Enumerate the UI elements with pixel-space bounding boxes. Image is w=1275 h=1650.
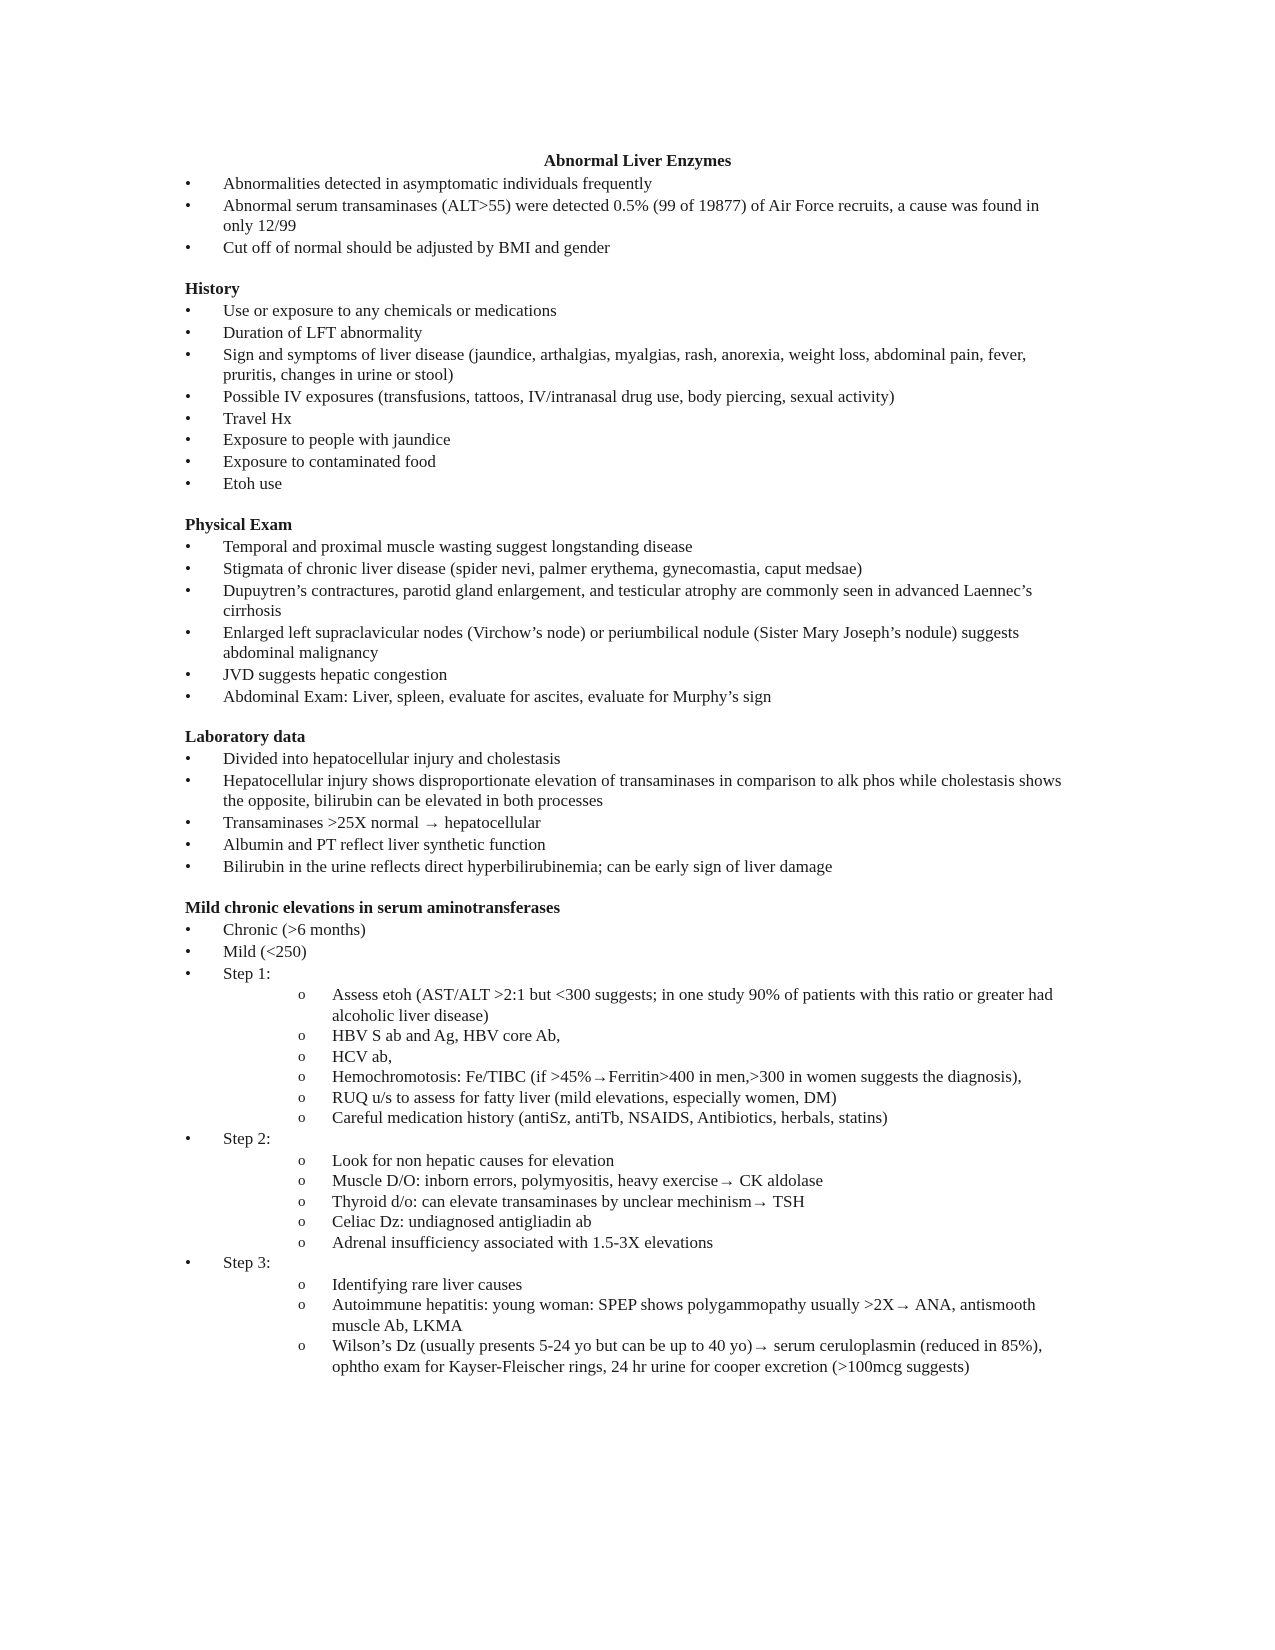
step-3-sublist-wrap [0, 1275, 1065, 1378]
circle-bullet-icon: o [298, 1110, 306, 1127]
sub-list-item [185, 1151, 1065, 1172]
bullet-icon: • [185, 963, 191, 983]
bullet-icon: • [185, 430, 191, 450]
bullet-icon: • [185, 834, 191, 854]
list-item [185, 942, 1065, 963]
list-item [185, 387, 1065, 408]
sub-list-item-text: HCV ab, [332, 1046, 393, 1066]
step-3-sublist [185, 1275, 1065, 1378]
list-item [185, 430, 1065, 451]
list-item-text: Abnormal serum transaminases (ALT>55) were detected 0.5% (99 of 19877) of Air Force recruits, a cause was found in only 12/99 [223, 195, 1040, 236]
sub-list-item-text: Careful medication history (antiSz, antiTb, NSAIDS, Antibiotics, herbals, statins) [332, 1108, 888, 1128]
list-item-text: Travel Hx [223, 408, 292, 428]
sub-list-item-text: Celiac Dz: undiagnosed antigliadin ab [332, 1212, 592, 1232]
list-item-text: Bilirubin in the urine reflects direct hyperbilirubinemia; can be early sign of liver damage [223, 856, 833, 876]
sub-list-item [185, 1233, 1065, 1254]
list-item-text: Albumin and PT reflect liver synthetic function [223, 834, 546, 854]
circle-bullet-icon: o [298, 987, 306, 1004]
circle-bullet-icon: o [298, 1152, 306, 1169]
list-item-text: Dupuytren’s contractures, parotid gland enlargement, and testicular atrophy are commonly seen in advanced Laennec’s cirrhosis [223, 580, 1033, 621]
lab-data-list [185, 749, 1065, 878]
circle-bullet-icon: o [298, 1234, 306, 1251]
sub-list-item [185, 1295, 1065, 1336]
bullet-icon: • [185, 452, 191, 472]
sub-list-item [185, 1212, 1065, 1233]
list-item [185, 323, 1065, 344]
sub-list-item [185, 1275, 1065, 1296]
list-item-text: Chronic (>6 months) [223, 920, 366, 939]
sub-list-item-text: Adrenal insufficiency associated with 1.5-3X elevations [332, 1232, 714, 1252]
list-item [185, 835, 1065, 856]
sub-list-item [185, 1067, 1065, 1088]
list-item-text: Abnormalities detected in asymptomatic individuals frequently [223, 174, 653, 193]
step-2-sublist-wrap [0, 1151, 1065, 1254]
circle-bullet-icon: o [298, 1173, 306, 1190]
list-item [185, 771, 1065, 812]
bullet-icon: • [185, 813, 191, 833]
list-item [185, 409, 1065, 430]
circle-bullet-icon: o [298, 1338, 306, 1355]
list-item-text: Stigmata of chronic liver disease (spider nevi, palmer erythema, gynecomastia, caput medsae) [223, 558, 863, 578]
list-item [185, 813, 1065, 834]
list-item [185, 238, 1065, 259]
sub-list-item-text: Hemochromotosis: Fe/TIBC (if >45%→Ferritin>400 in men,>300 in women suggests the diagnosis), [332, 1067, 1022, 1087]
list-item-text: Use or exposure to any chemicals or medications [223, 301, 557, 320]
sub-list-item [185, 985, 1065, 1026]
step-1-sublist [185, 985, 1065, 1129]
list-item [185, 301, 1065, 322]
step-3-label: Step 3: [223, 1253, 271, 1273]
sub-list-item-text: Identifying rare liver causes [332, 1274, 523, 1294]
list-item-text: Enlarged left supraclavicular nodes (Virchow’s node) or periumbilical nodule (Sister Mary Joseph’s nodule) suggests abdominal malignancy [223, 622, 1020, 663]
bullet-icon: • [185, 941, 191, 961]
sub-list-item-text: Muscle D/O: inborn errors, polymyositis, heavy exercise→ CK aldolase [332, 1171, 824, 1191]
list-item-text: JVD suggests hepatic congestion [223, 665, 448, 685]
step-1-sublist-wrap [0, 985, 1065, 1129]
circle-bullet-icon: o [298, 1069, 306, 1086]
bullet-icon: • [185, 686, 191, 706]
sub-list-item-text: Thyroid d/o: can elevate transaminases by unclear mechinism→ TSH [332, 1191, 805, 1211]
step-1-item [185, 964, 1065, 985]
list-item [185, 687, 1065, 708]
sub-list-item-text: Assess etoh (AST/ALT >2:1 but <300 suggests; in one study 90% of patients with this ratio or greater had alcoholic liver disease) [332, 985, 1053, 1025]
bullet-icon: • [185, 665, 191, 685]
bullet-icon: • [185, 474, 191, 494]
list-item-text: Transaminases >25X normal → hepatocellular [223, 813, 541, 833]
sub-list-item [185, 1108, 1065, 1129]
list-item-text: Mild (<250) [223, 941, 307, 961]
step-3-item [185, 1253, 1065, 1274]
bullet-icon: • [185, 1128, 191, 1148]
list-item-text: Etoh use [223, 474, 283, 494]
circle-bullet-icon: o [298, 1028, 306, 1045]
list-item [185, 623, 1065, 664]
lab-data-heading: Laboratory data [185, 727, 306, 746]
circle-bullet-icon: o [298, 1048, 306, 1065]
step-2-sublist [185, 1151, 1065, 1254]
circle-bullet-icon: o [298, 1276, 306, 1293]
list-item-text: Divided into hepatocellular injury and cholestasis [223, 749, 561, 768]
bullet-icon: • [185, 322, 191, 342]
bullet-icon: • [185, 408, 191, 428]
bullet-icon: • [185, 301, 191, 320]
list-item [185, 857, 1065, 878]
bullet-icon: • [185, 1253, 191, 1273]
bullet-icon: • [185, 856, 191, 876]
step-2-item [185, 1129, 1065, 1150]
list-item [185, 665, 1065, 686]
sub-list-item-text: RUQ u/s to assess for fatty liver (mild elevations, especially women, DM) [332, 1087, 837, 1107]
bullet-icon: • [185, 580, 191, 600]
list-item-text: Cut off of normal should be adjusted by BMI and gender [223, 238, 610, 258]
circle-bullet-icon: o [298, 1089, 306, 1106]
page-title: Abnormal Liver Enzymes [543, 151, 732, 170]
mild-chronic-heading: Mild chronic elevations in serum aminotransferases [185, 898, 561, 917]
bullet-icon: • [185, 344, 191, 364]
list-item [185, 581, 1065, 622]
sub-list-item-text: Look for non hepatic causes for elevation [332, 1150, 615, 1170]
bullet-icon: • [185, 238, 191, 258]
sub-list-item [185, 1088, 1065, 1109]
intro-list [185, 174, 1065, 260]
sub-list-item [185, 1047, 1065, 1068]
list-item-text: Exposure to contaminated food [223, 452, 436, 472]
list-item-text: Exposure to people with jaundice [223, 430, 451, 450]
circle-bullet-icon: o [298, 1193, 306, 1210]
history-list [185, 301, 1065, 496]
step-2-label: Step 2: [223, 1128, 271, 1148]
list-item-text: Hepatocellular injury shows disproportionate elevation of transaminases in comparison to alk phos while cholestasis shows the opposite, bilirubin can be elevated in both processes [223, 770, 1062, 811]
sub-list-item [185, 1336, 1065, 1377]
bullet-icon: • [185, 920, 191, 939]
bullet-icon: • [185, 622, 191, 642]
bullet-icon: • [185, 537, 191, 556]
list-item [185, 452, 1065, 473]
step-1-label: Step 1: [223, 963, 271, 983]
list-item [185, 920, 1065, 941]
list-item-text: Abdominal Exam: Liver, spleen, evaluate for ascites, evaluate for Murphy’s sign [223, 686, 772, 706]
list-item [185, 559, 1065, 580]
list-item [185, 196, 1065, 237]
list-item-text: Temporal and proximal muscle wasting suggest longstanding disease [223, 537, 693, 556]
bullet-icon: • [185, 386, 191, 406]
list-item [185, 474, 1065, 495]
sub-list-item-text: HBV S ab and Ag, HBV core Ab, [332, 1026, 561, 1046]
bullet-icon: • [185, 558, 191, 578]
history-heading: History [185, 279, 240, 298]
bullet-icon: • [185, 770, 191, 790]
list-item-text: Possible IV exposures (transfusions, tattoos, IV/intranasal drug use, body piercing, sexual activity) [223, 386, 895, 406]
sub-list-item [185, 1171, 1065, 1192]
list-item [185, 174, 1065, 195]
bullet-icon: • [185, 749, 191, 768]
list-item [185, 537, 1065, 558]
physical-exam-list [185, 537, 1065, 709]
physical-exam-heading: Physical Exam [185, 515, 293, 534]
list-item [185, 749, 1065, 770]
sub-list-item [185, 1026, 1065, 1047]
sub-list-item-text: Wilson’s Dz (usually presents 5-24 yo but can be up to 40 yo)→ serum ceruloplasmin (reduced in 85%), ophtho exam for Kayser-Fleischer rings, 24 hr urine for cooper excretion (>100mcg suggests) [332, 1336, 1043, 1376]
list-item [185, 345, 1065, 386]
list-item-text: Sign and symptoms of liver disease (jaundice, arthalgias, myalgias, rash, anorexia, weight loss, abdominal pain, fever, pruritis, changes in urine or stool) [223, 344, 1027, 385]
list-item-text: Duration of LFT abnormality [223, 322, 423, 342]
circle-bullet-icon: o [298, 1297, 306, 1314]
bullet-icon: • [185, 174, 191, 193]
sub-list-item [185, 1192, 1065, 1213]
mild-chronic-list [185, 920, 1065, 1377]
bullet-icon: • [185, 195, 191, 215]
circle-bullet-icon: o [298, 1214, 306, 1231]
sub-list-item-text: Autoimmune hepatitis: young woman: SPEP shows polygammopathy usually >2X→ ANA, antismooth muscle Ab, LKMA [332, 1295, 1036, 1335]
